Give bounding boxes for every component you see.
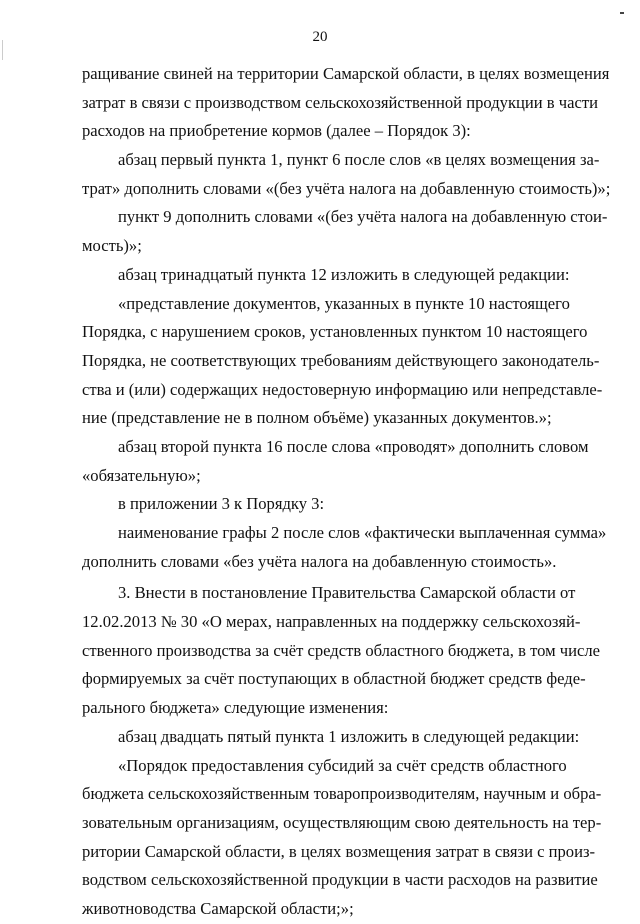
text-line: водством сельскохозяйственной продукции в части расходов на развитие xyxy=(82,870,598,890)
text-line: бюджета сельскохозяйственным товаропроизводителям, научным и обра- xyxy=(82,784,602,804)
text-line: Порядка, не соответствующих требованиям действующего законодатель- xyxy=(82,350,600,370)
text-line: ритории Самарской области, в целях возмещения затрат в связи с произ- xyxy=(82,841,596,861)
document-body xyxy=(82,60,611,924)
paragraph xyxy=(82,752,602,924)
text-line: пункт 9 дополнить словами «(без учёта налога на добавленную стои- xyxy=(118,207,608,227)
text-line: ственного производства за счёт средств областного бюджета, в том числе xyxy=(82,640,600,660)
paragraph xyxy=(82,579,600,722)
text-line: наименование графы 2 после слов «фактически выплаченная сумма» xyxy=(118,523,607,542)
text-line: ращивание свиней на территории Самарской области, в целях возмещения xyxy=(82,64,610,83)
paragraph xyxy=(82,290,603,433)
paragraph xyxy=(82,490,562,519)
text-line: абзац второй пункта 16 после слова «проводят» дополнить словом xyxy=(118,436,589,456)
text-line: абзац тринадцатый пункта 12 изложить в следующей редакции: xyxy=(118,264,570,284)
text-line: в приложении 3 к Порядку 3: xyxy=(118,494,325,514)
text-line: «представление документов, указанных в пункте 10 настоящего xyxy=(118,293,570,313)
text-line: абзац двадцать пятый пункта 1 изложить в следующей редакции: xyxy=(118,726,580,746)
text-line: Порядка, с нарушением сроков, установленных пунктом 10 настоящего xyxy=(82,322,588,342)
text-line: 3. Внести в постановление Правительства Самарской области от xyxy=(118,583,576,603)
paragraph xyxy=(82,203,608,260)
paragraph xyxy=(82,433,589,490)
text-line: трат» дополнить словами «(без учёта налога на добавленную стоимость)»; xyxy=(82,178,611,198)
paragraph xyxy=(82,723,580,752)
text-line: зовательным организациям, осуществляющим свою деятельность на тер- xyxy=(82,812,602,832)
paragraph xyxy=(82,261,570,290)
text-line: дополнить словами «без учёта налога на добавленную стоимость». xyxy=(82,551,557,571)
text-line: затрат в связи с производством сельскохозяйственной продукции в части xyxy=(82,92,598,112)
paragraph xyxy=(82,146,611,203)
text-line: ства и (или) содержащих недостоверную информацию или непредставле- xyxy=(82,379,603,399)
paragraph xyxy=(82,519,607,576)
paragraph xyxy=(82,60,610,146)
text-line: «Порядок предоставления субсидий за счёт средств областного xyxy=(118,755,567,775)
text-line: «обязательную»; xyxy=(82,465,201,485)
text-line: мость)»; xyxy=(82,236,142,256)
text-line: расходов на приобретение кормов (далее – Порядок 3): xyxy=(82,121,471,141)
text-line: формируемых за счёт поступающих в областной бюджет средств феде- xyxy=(82,669,586,689)
page-number: 20 xyxy=(312,29,328,45)
text-line: 12.02.2013 № 30 «О мерах, направленных на поддержку сельскохозяй- xyxy=(82,612,581,632)
text-line: абзац первый пункта 1, пункт 6 после слов «в целях возмещения за- xyxy=(118,150,600,170)
text-line: ние (представление не в полном объёме) указанных документов.»; xyxy=(82,408,552,428)
text-line: рального бюджета» следующие изменения: xyxy=(82,698,389,718)
text-line: животноводства Самарской области;»; xyxy=(82,898,354,918)
scan-artifact xyxy=(620,12,624,14)
